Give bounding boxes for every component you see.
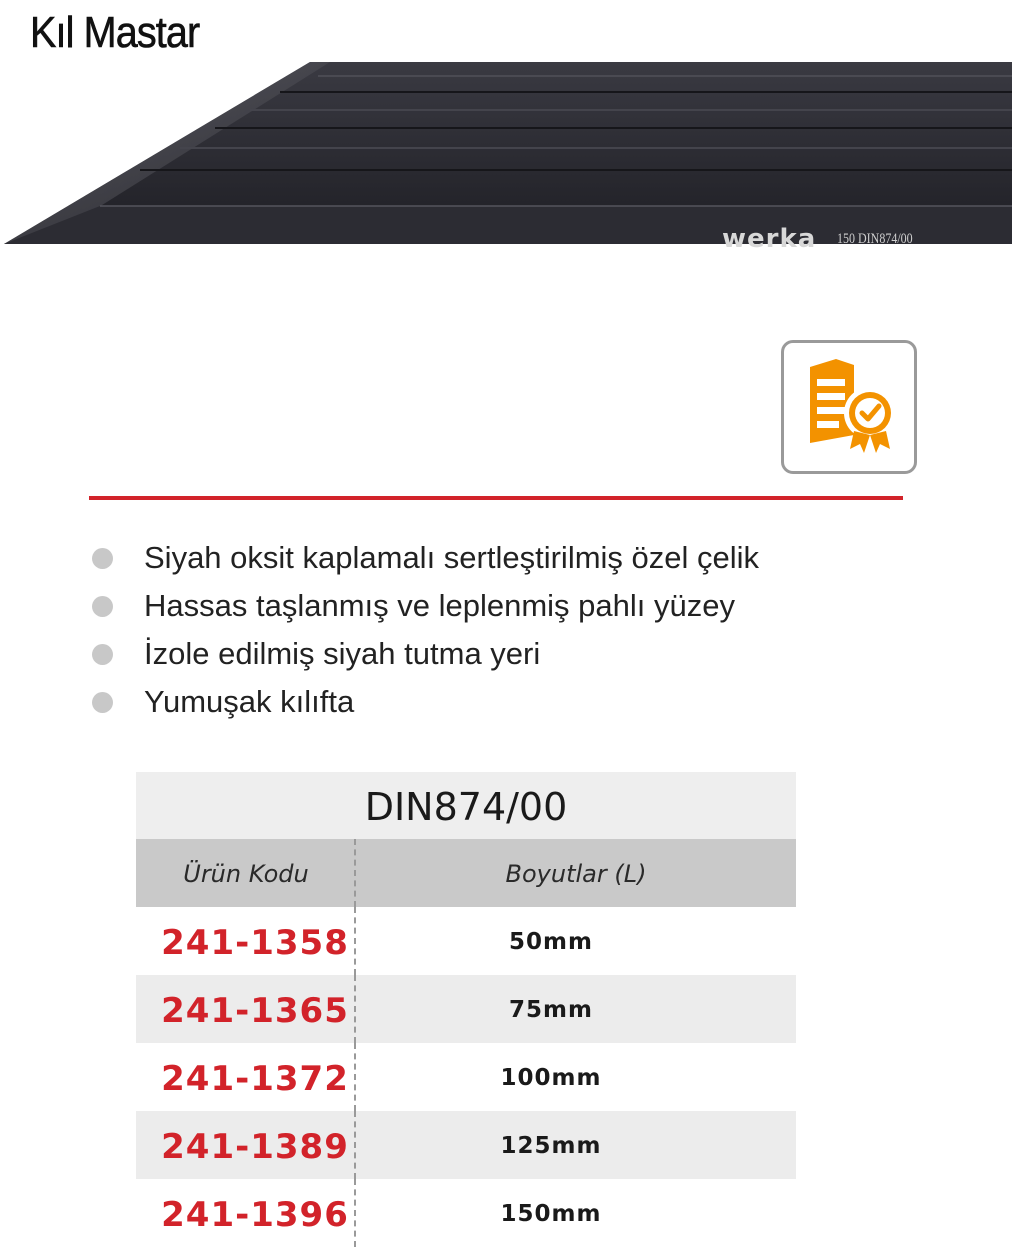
feature-list xyxy=(92,536,759,728)
bullet-icon xyxy=(92,644,113,665)
product-image xyxy=(0,50,1024,260)
feature-text: Hassas taşlanmış ve leplenmiş pahlı yüzey xyxy=(144,588,735,623)
product-code: 241-1389 xyxy=(161,1127,349,1167)
column-header-code: Ürün Kodu xyxy=(183,860,309,888)
product-size: 50mm xyxy=(509,929,593,955)
certificate-badge xyxy=(781,340,917,474)
table-row xyxy=(136,907,796,975)
section-divider xyxy=(89,496,903,500)
bullet-icon xyxy=(92,596,113,617)
table-row xyxy=(136,975,796,1043)
product-size: 75mm xyxy=(509,997,593,1023)
list-item xyxy=(92,536,759,584)
table-row xyxy=(136,1043,796,1111)
column-header-size: Boyutlar (L) xyxy=(505,860,647,888)
list-item xyxy=(92,632,759,680)
page-title: Kıl Mastar xyxy=(30,8,200,57)
feature-text: Siyah oksit kaplamalı sertleştirilmiş özel çelik xyxy=(144,540,760,575)
bullet-icon xyxy=(92,548,113,569)
spec-table xyxy=(136,772,796,1247)
product-size: 150mm xyxy=(500,1201,602,1227)
feature-text: İzole edilmiş siyah tutma yeri xyxy=(144,636,541,671)
table-title: DIN874/00 xyxy=(136,772,796,839)
feature-text: Yumuşak kılıfta xyxy=(144,684,355,719)
list-item xyxy=(92,584,759,632)
product-size: 100mm xyxy=(500,1065,602,1091)
table-header-row xyxy=(136,839,796,907)
list-item xyxy=(92,680,759,728)
certificate-document-icon xyxy=(784,343,914,471)
product-code: 241-1372 xyxy=(161,1059,349,1099)
table-row xyxy=(136,1179,796,1247)
product-code: 241-1358 xyxy=(161,923,349,963)
straight-edge-illustration xyxy=(0,50,1024,260)
model-engraving: 150 DIN874/00 xyxy=(837,231,913,247)
product-code: 241-1365 xyxy=(161,991,349,1031)
bullet-icon xyxy=(92,692,113,713)
product-size: 125mm xyxy=(500,1133,602,1159)
product-code: 241-1396 xyxy=(161,1195,349,1235)
table-row xyxy=(136,1111,796,1179)
brand-engraving: werka xyxy=(722,224,817,254)
